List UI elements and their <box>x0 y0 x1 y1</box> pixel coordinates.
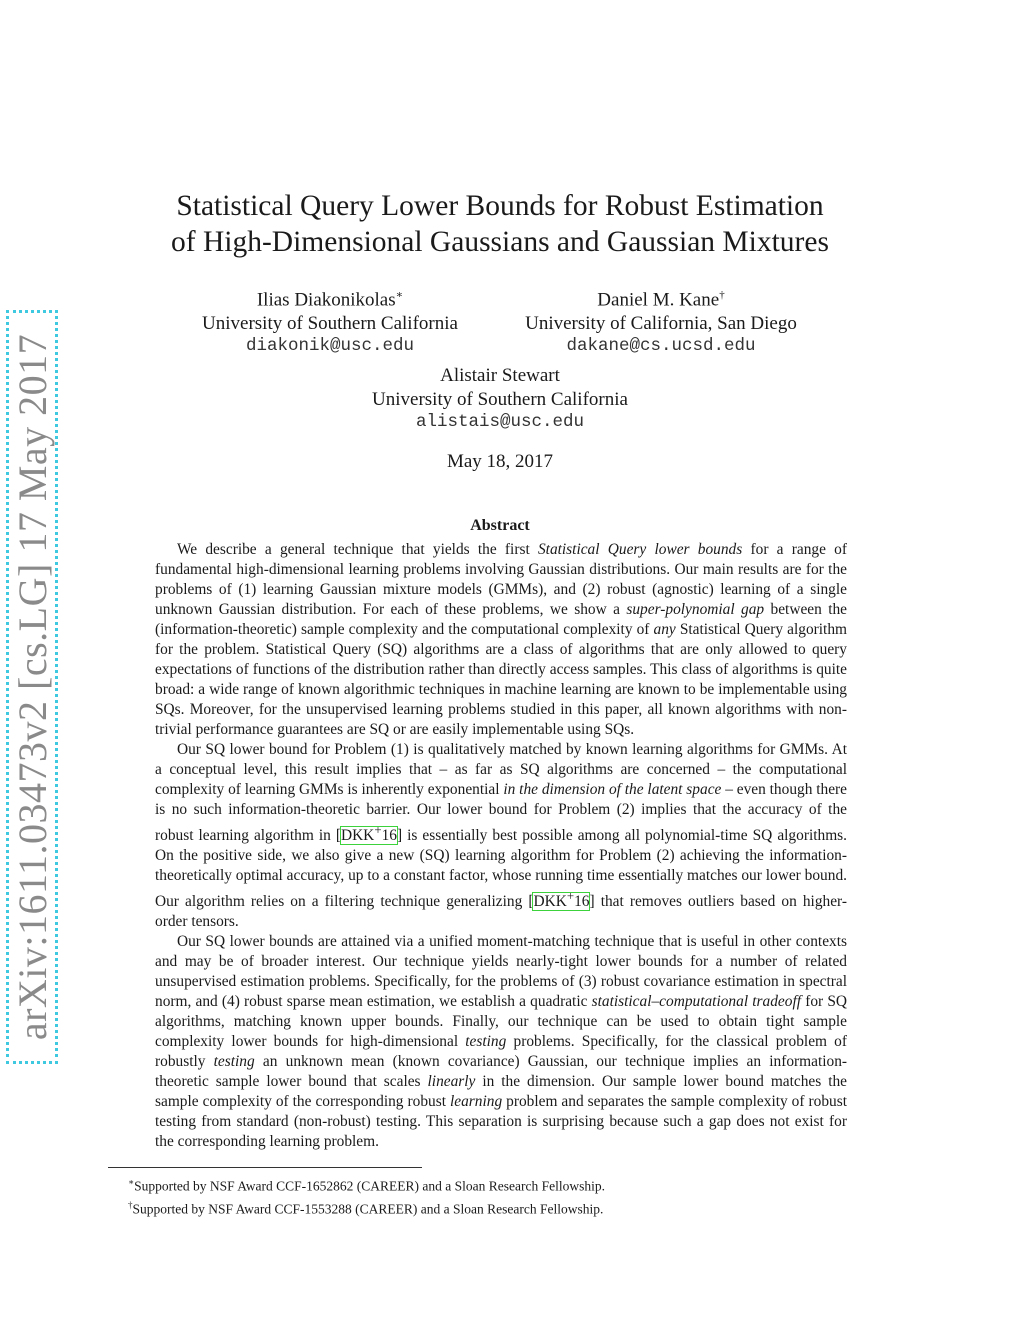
author-affiliation: University of Southern California <box>372 388 628 410</box>
author-affiliation: University of California, San Diego <box>525 312 797 334</box>
author-name: Ilias Diakonikolas <box>256 289 396 311</box>
author-block-3 <box>350 364 650 435</box>
author-name: Alistair Stewart <box>440 365 560 386</box>
author-email[interactable]: dakane@cs.ucsd.edu <box>566 336 756 357</box>
title-line-1: Statistical Query Lower Bounds for Robust Estimation <box>176 190 824 222</box>
author-email[interactable]: alistais@usc.edu <box>415 412 585 432</box>
title-line-2: of High-Dimensional Gaussians and Gaussian Mixtures <box>171 226 829 258</box>
footnote-mark: ∗ <box>395 289 404 301</box>
abstract-heading: Abstract <box>470 517 530 534</box>
footnotes <box>128 1173 605 1218</box>
footnote-divider <box>108 1167 422 1168</box>
arxiv-identifier-stamp: arXiv:1611.03473v2 [cs.LG] 17 May 2017 <box>6 310 58 1064</box>
footnote-2: †Supported by NSF Award CCF-1553288 (CAREER) and a Sloan Research Fellowship. <box>128 1199 604 1216</box>
citation-link[interactable]: DKK+16 <box>533 889 590 911</box>
citation-link[interactable]: DKK+16 <box>340 823 397 845</box>
author-email[interactable]: diakonik@usc.edu <box>245 336 415 357</box>
paper-date: May 18, 2017 <box>446 451 554 472</box>
footnote-mark: † <box>719 289 725 301</box>
abstract-paragraph-3: Our SQ lower bounds are attained via a unified moment-matching technique that is useful in other contexts and may be of broader interest. Our technique yields nearly-tight lower bounds for a number of related unsupervised estimation problems. Specifically, for the problems of (3) robust covariance estimation in spectral norm, and (4) robust sparse mean estimation, we establish a quadratic statistical–computational tradeoff for SQ algorithms, matching known upper bounds. Finally, our technique can be used to obtain tight sample complexity lower bounds for high-dimensional testing problems. Specifically, for the classical problem of robustly testing an unknown mean (known covariance) Gaussian, our technique implies an information-theoretic sample lower bound that scales linearly in the dimension. Our sample lower bound matches the sample complexity of the corresponding robust learning problem and separates the sample complexity of robust testing from standard (non-robust) testing. This separation is surprising because such a gap does not exist for the corresponding learning problem. <box>155 933 848 1151</box>
author-name: Daniel M. Kane <box>597 289 720 311</box>
paper-title <box>150 188 850 260</box>
abstract-paragraph-1: We describe a general technique that yields the first Statistical Query lower bounds for a range of fundamental high-dimensional learning problems involving Gaussian distributions. Our main results are for the problems of (1) learning Gaussian mixture models (GMMs), and (2) robust (agnostic) learning of a single unknown Gaussian distribution. For each of these problems, we show a super-polynomial gap between the (information-theoretic) sample complexity and the computational complexity of any Statistical Query algorithm for the problem. Statistical Query (SQ) algorithms are a class of algorithms that are only allowed to query expectations of functions of the distribution rather than directly access samples. This class of algorithms is quite broad: a wide range of known algorithmic techniques in machine learning are known to be implementable using SQs. Moreover, for the unsupervised learning problems studied in this paper, all known algorithms with non-trivial performance guarantees are SQ or are easily implementable using SQs. <box>155 541 848 738</box>
author-affiliation: University of Southern California <box>202 312 458 334</box>
author-block-1 <box>180 284 480 359</box>
abstract-paragraph-2: Our SQ lower bound for Problem (1) is qualitatively matched by known learning algorithms for GMMs. At a conceptual level, this result implies that – as far as SQ algorithms are concerned – the computational complexity of learning GMMs is inherently exponential in the dimension of the latent space – even though there is no such information-theoretic barrier. Our lower bound for Problem (2) implies that the accuracy of the robust learning algorithm in [DKK+16] is essentially best possible among all polynomial-time SQ algorithms. On the positive side, we also give a new (SQ) learning algorithm for Problem (2) achieving the information-theoretically optimal accuracy, up to a constant factor, whose running time essentially matches our lower bound. Our algorithm relies on a filtering technique generalizing [DKK+16] that removes outliers based on higher-order tensors. <box>155 741 848 931</box>
footnote-1: ∗Supported by NSF Award CCF-1652862 (CAREER) and a Sloan Research Fellowship. <box>128 1177 605 1194</box>
abstract-body <box>155 540 847 1152</box>
author-block-2 <box>511 284 811 359</box>
